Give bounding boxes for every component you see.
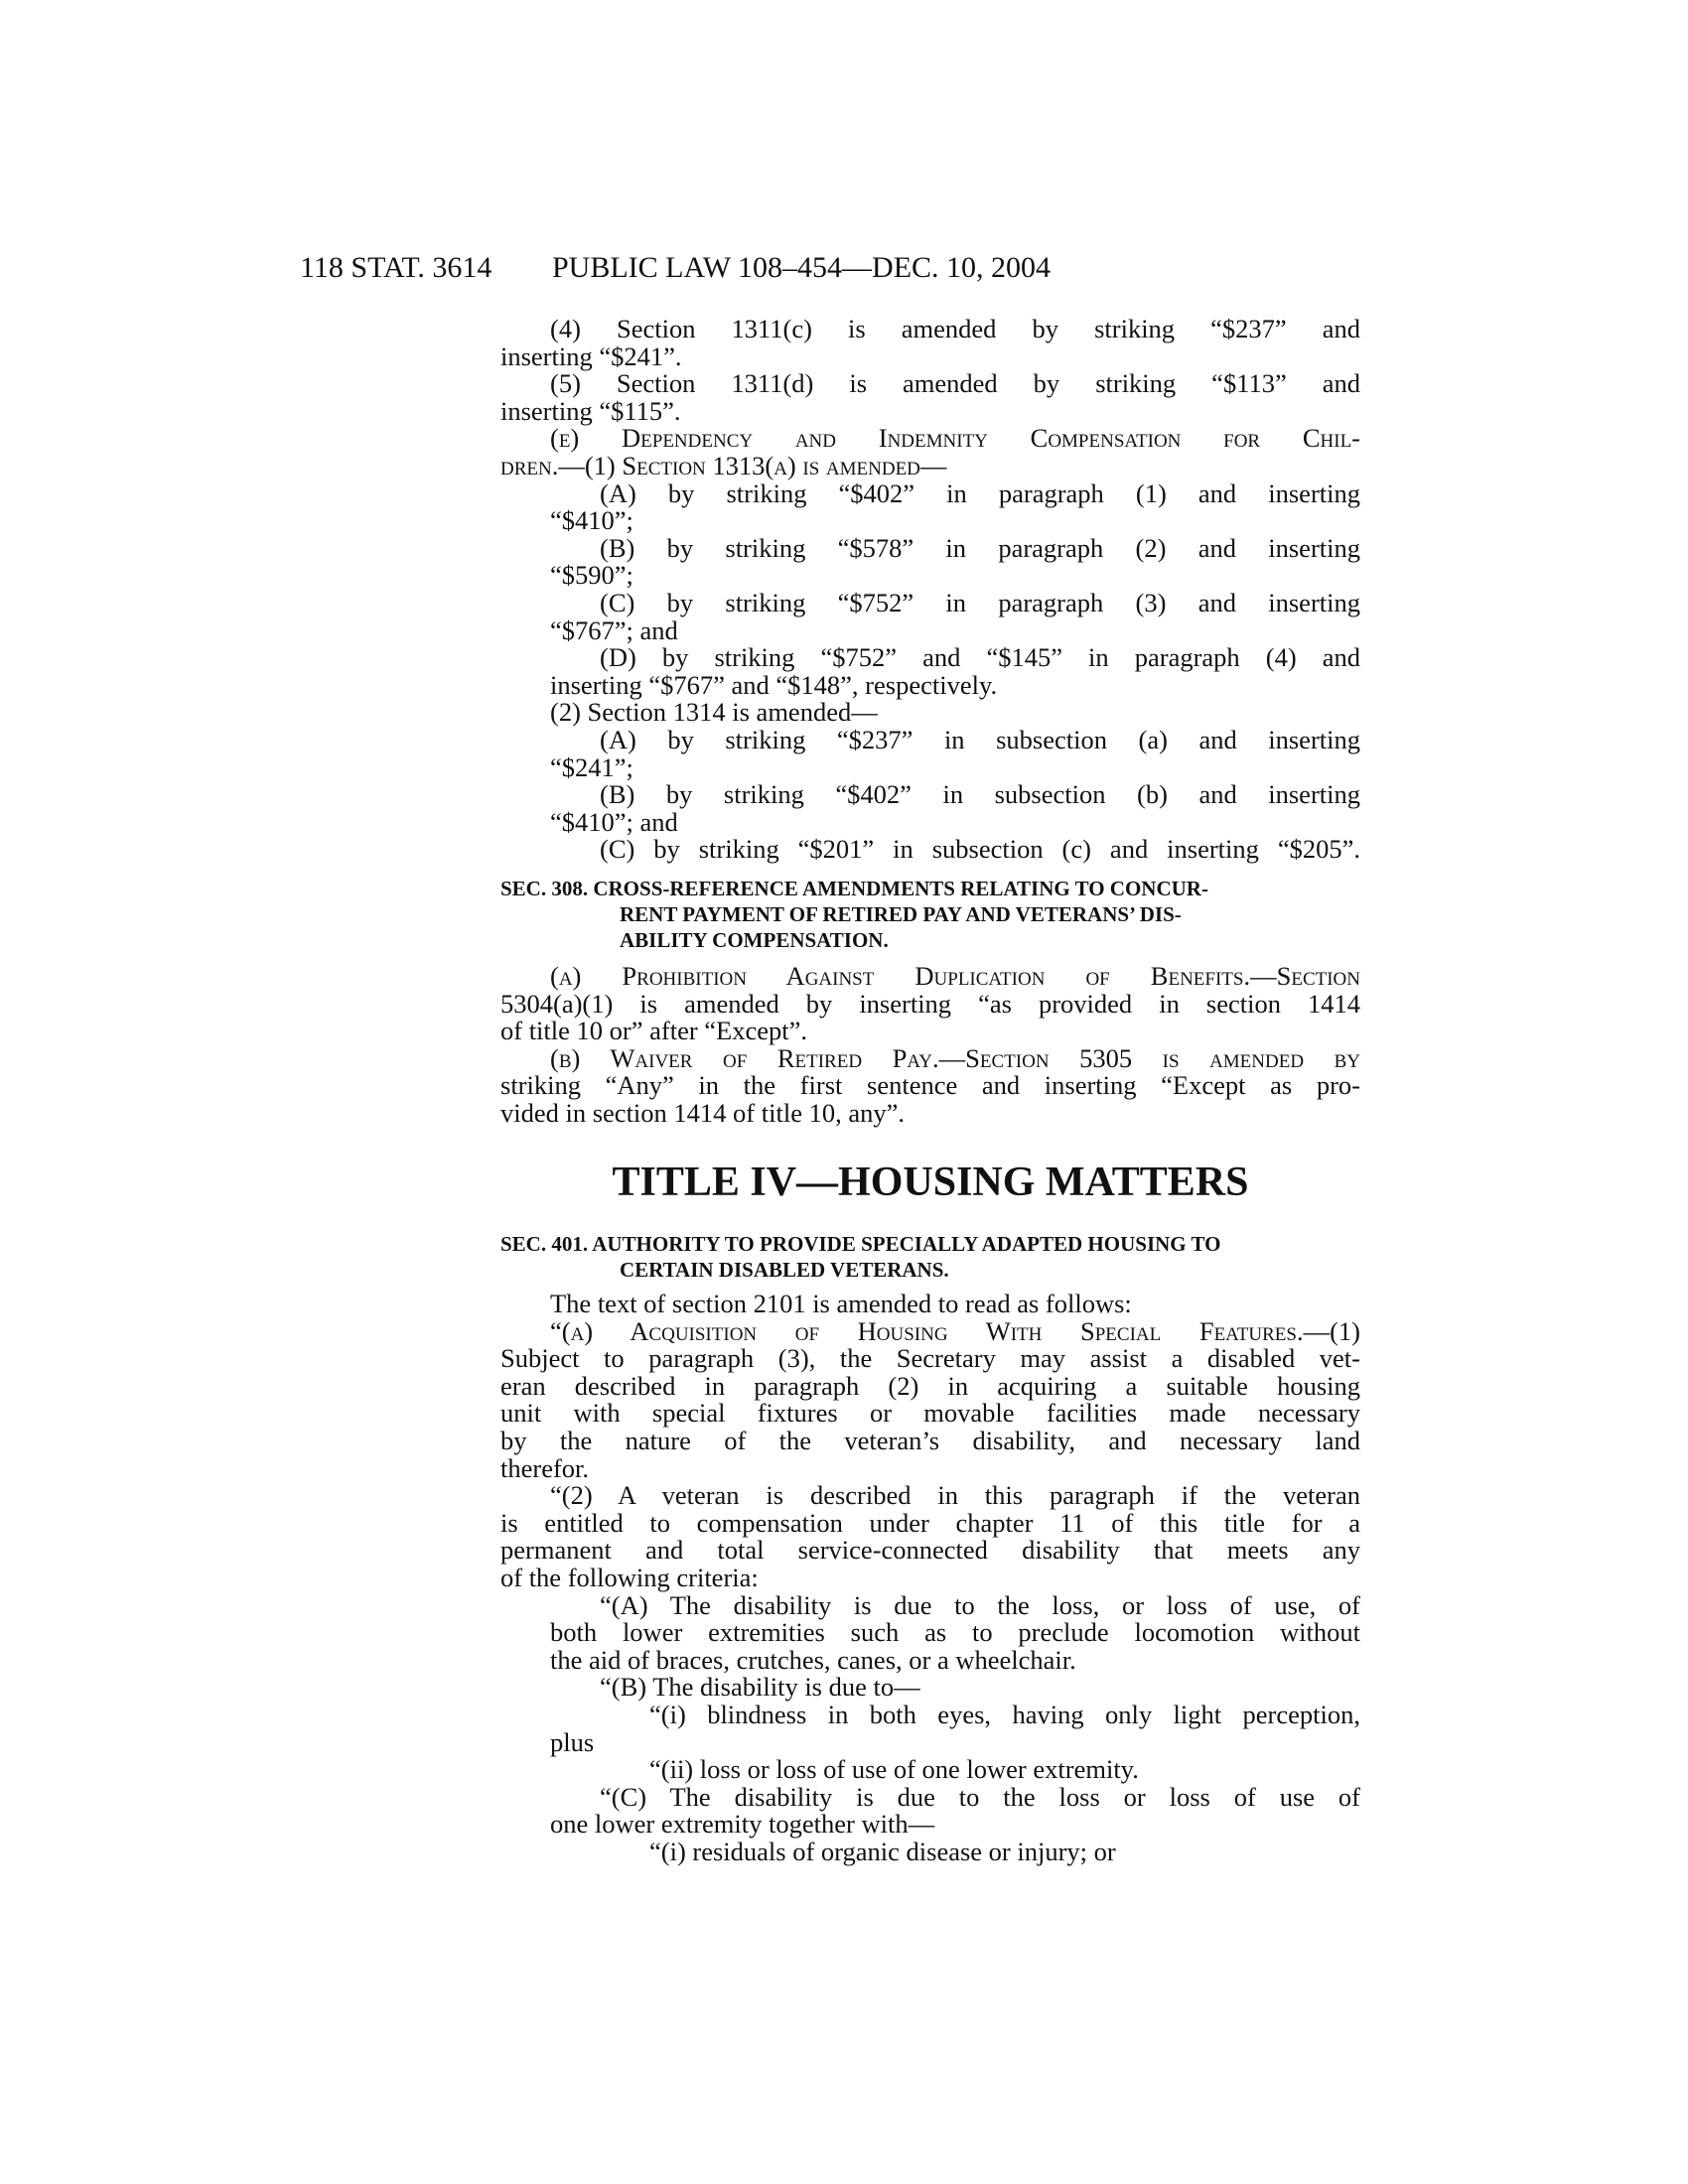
section-308-heading	[500, 876, 1360, 953]
running-header	[0, 248, 1688, 288]
section-308-body	[500, 963, 1360, 1128]
text-line: eran described in paragraph (2) in acquiring a suitable housing	[500, 1370, 1360, 1401]
section-401-heading	[500, 1231, 1360, 1283]
text-line: plus	[550, 1726, 595, 1757]
text-line: is entitled to compensation under chapter 11 of this title for a	[500, 1507, 1360, 1538]
text-line: The text of section 2101 is amended to read as follows:	[550, 1289, 1132, 1318]
text-line: (5) Section 1311(d) is amended by striking “$113” and	[550, 368, 1360, 399]
text-line: “$767”; and	[550, 614, 678, 645]
text-line: (D) by striking “$752” and “$145” in paragraph (4) and	[600, 642, 1360, 673]
text-line: “$410”;	[550, 505, 633, 536]
statute-page-number: 118 STAT. 3614	[300, 251, 492, 284]
section-heading-line: ABILITY COMPENSATION.	[620, 928, 889, 952]
text-line: 5304(a)(1) is amended by inserting “as provided in section 1414	[500, 988, 1360, 1019]
text-line: vided in section 1414 of title 10, any”.	[500, 1097, 905, 1128]
text-line: (C) by striking “$201” in subsection (c) and inserting “$205”.	[600, 834, 1360, 865]
section-heading-line: CERTAIN DISABLED VETERANS.	[620, 1258, 949, 1282]
text-line: both lower extremities such as to preclude locomotion without	[550, 1617, 1360, 1648]
text-line: “(i) residuals of organic disease or injury; or	[649, 1836, 1116, 1866]
text-line: (a) Prohibition Against Duplication of Benefits.—Section	[550, 961, 1360, 991]
text-line: “(A) The disability is due to the loss, or loss of use, of	[600, 1589, 1360, 1620]
text-line: by the nature of the veteran’s disability, and necessary land	[500, 1425, 1360, 1455]
text-line: (A) by striking “$237” in subsection (a) and inserting	[600, 724, 1360, 754]
text-line: one lower extremity together with—	[550, 1809, 935, 1840]
text-line: “(i) blindness in both eyes, having only light perception,	[649, 1699, 1360, 1729]
text-line: of the following criteria:	[500, 1562, 759, 1592]
section-heading-line: SEC. 308. CROSS-REFERENCE AMENDMENTS RELATING TO CONCUR-	[500, 877, 1208, 900]
text-line: “(B) The disability is due to—	[600, 1672, 920, 1703]
section-heading-line: SEC. 401. AUTHORITY TO PROVIDE SPECIALLY ADAPTED HOUSING TO	[500, 1232, 1221, 1256]
public-law-title: PUBLIC LAW 108–454—DEC. 10, 2004	[552, 251, 1052, 284]
text-line: (2) Section 1314 is amended—	[550, 697, 878, 728]
text-line: “$241”;	[550, 751, 633, 782]
text-line: inserting “$115”.	[500, 395, 681, 426]
text-line: unit with special fixtures or movable facilities made necessary	[500, 1398, 1360, 1429]
text-line: the aid of braces, crutches, canes, or a wheelchair.	[550, 1644, 1076, 1675]
text-line: (A) by striking “$402” in paragraph (1) and inserting	[600, 478, 1360, 508]
text-line: (C) by striking “$752” in paragraph (3) and inserting	[600, 587, 1360, 617]
text-line: “$410”; and	[550, 806, 678, 837]
section-401-body	[500, 1291, 1360, 1865]
text-line: “(2) A veteran is described in this paragraph if the veteran	[550, 1480, 1360, 1511]
text-line: Subject to paragraph (3), the Secretary may assist a disabled vet-	[500, 1343, 1360, 1374]
subsection-heading-line: (e) Dependency and Indemnity Compensation for Chil-	[550, 423, 1360, 454]
text-line: inserting “$241”.	[500, 341, 682, 371]
text-line: inserting “$767” and “$148”, respectively.	[550, 669, 998, 700]
text-line: (b) Waiver of Retired Pay.—Section 5305 is amended by	[550, 1042, 1360, 1073]
text-line: therefor.	[500, 1452, 590, 1483]
amendments-block	[500, 316, 1360, 864]
text-line: “(ii) loss or loss of use of one lower extremity.	[649, 1754, 1139, 1785]
text-line: “(a) Acquisition of Housing With Special Features.—(1)	[550, 1315, 1360, 1346]
text-line: (4) Section 1311(c) is amended by striking “$237” and	[550, 314, 1360, 343]
text-line: “(C) The disability is due to the loss or loss of use of	[600, 1781, 1360, 1812]
title-iv-heading: TITLE IV—HOUSING MATTERS	[612, 1160, 1249, 1205]
text-line: striking “Any” in the first sentence and inserting “Except as pro-	[500, 1070, 1360, 1101]
text-line: (B) by striking “$578” in paragraph (2) and inserting	[600, 532, 1360, 563]
subsection-heading-line: dren.—(1) Section 1313(a) is amended—	[500, 450, 947, 480]
text-line: “$590”;	[550, 560, 633, 591]
text-line: (B) by striking “$402” in subsection (b) and inserting	[600, 779, 1360, 810]
section-heading-line: RENT PAYMENT OF RETIRED PAY AND VETERANS’ DIS-	[620, 902, 1182, 926]
text-line: permanent and total service-connected disability that meets any	[500, 1535, 1360, 1566]
text-line: of title 10 or” after “Except”.	[500, 1016, 808, 1046]
